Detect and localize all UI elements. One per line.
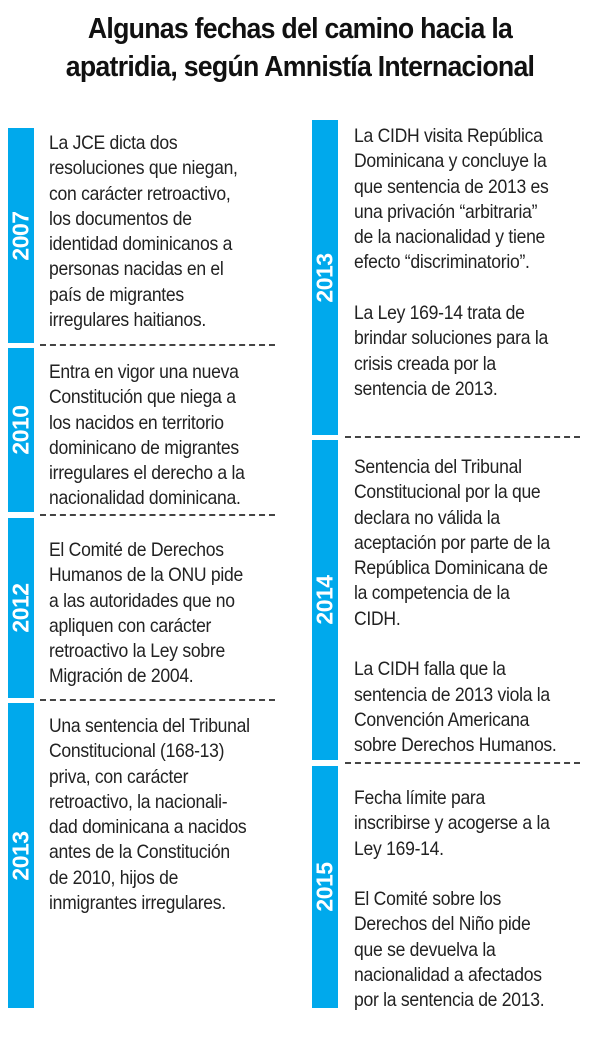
text-line: aceptación por parte de la	[354, 531, 550, 554]
text-line: efecto “discriminatorio”.	[354, 251, 530, 274]
event-description	[354, 455, 557, 784]
text-line: país de migrantes	[49, 283, 184, 306]
text-line: brindar soluciones para la	[354, 327, 548, 350]
text-line: nacionalidad dominicana.	[49, 487, 241, 510]
text-line: priva, con carácter	[49, 765, 189, 788]
text-line: Convención Americana	[354, 708, 530, 731]
text-line: La JCE dicta dos	[49, 132, 178, 154]
dashed-divider	[345, 762, 580, 764]
text-line: una privación “arbitraria”	[354, 200, 538, 223]
text-line: irregulares haitianos.	[49, 309, 206, 332]
text-line: con carácter retroactivo,	[49, 182, 231, 205]
event-paragraph	[354, 124, 549, 276]
event-paragraph	[354, 657, 557, 758]
event-paragraph	[354, 887, 550, 1013]
year-label: 2015	[311, 862, 338, 912]
text-line: Derechos del Niño pide	[354, 913, 531, 936]
text-line: apliquen con carácter	[49, 614, 212, 637]
dashed-divider	[345, 436, 580, 438]
text-line: CIDH.	[354, 607, 401, 630]
text-line: La CIDH visita República	[354, 125, 543, 147]
event-description	[49, 131, 238, 359]
event-paragraph	[354, 455, 557, 632]
year-bar-2014	[312, 440, 338, 760]
text-line: dominicano de migrantes	[49, 436, 239, 459]
text-line: inmigrantes irregulares.	[49, 892, 226, 915]
text-line: por la sentencia de 2013.	[354, 989, 545, 1012]
year-label: 2013	[311, 252, 338, 303]
event-paragraph	[49, 360, 245, 512]
year-label: 2013	[7, 830, 34, 881]
event-paragraph	[49, 714, 250, 916]
text-line: Ley 169-14.	[354, 837, 444, 860]
text-line: Constitucional por la que	[354, 481, 541, 504]
year-bar-2013	[312, 120, 338, 435]
text-line: nacionalidad a afectados	[354, 964, 542, 987]
event-description	[354, 786, 550, 1039]
text-line: antes de la Constitución	[49, 841, 230, 864]
event-paragraph	[354, 301, 549, 402]
year-label: 2010	[7, 405, 34, 455]
year-label: 2012	[7, 583, 34, 633]
text-line: identidad dominicanos a	[49, 233, 233, 256]
dashed-divider	[40, 344, 275, 346]
year-bar-2007	[8, 128, 34, 343]
text-line: declara no válida la	[354, 506, 500, 529]
event-paragraph	[49, 538, 243, 690]
event-description	[354, 124, 549, 428]
text-line: de la nacionalidad y tiene	[354, 226, 546, 249]
text-line: La Ley 169-14 trata de	[354, 302, 525, 325]
text-line: Constitución que niega a	[49, 386, 236, 409]
event-paragraph	[49, 131, 238, 333]
year-bar-2010	[8, 348, 34, 512]
text-line: República Dominicana de	[354, 557, 548, 580]
text-line: resoluciones que niegan,	[49, 157, 238, 180]
text-line: de 2010, hijos de	[49, 866, 179, 889]
text-line: a las autoridades que no	[49, 589, 235, 612]
event-description	[49, 538, 243, 715]
text-line: los documentos de	[49, 207, 192, 230]
text-line: Fecha límite para	[354, 787, 486, 809]
text-line: retroactivo, la nacionali-	[49, 790, 228, 813]
text-line: que sentencia de 2013 es	[354, 175, 549, 198]
year-label: 2014	[311, 575, 338, 625]
page-title: Algunas fechas del camino hacia la apatridia, según Amnistía Internacional	[65, 13, 535, 83]
text-line: sentencia de 2013.	[354, 377, 498, 400]
event-paragraph	[354, 786, 550, 862]
event-description	[49, 360, 245, 537]
text-line: El Comité sobre los	[354, 888, 502, 911]
text-line: crisis creada por la	[354, 352, 496, 375]
text-line: sobre Derechos Humanos.	[354, 734, 557, 757]
year-bar-2013	[8, 703, 34, 1008]
text-line: inscribirse y acogerse a la	[354, 812, 550, 835]
text-line: retroactivo la Ley sobre	[49, 640, 225, 663]
text-line: irregulares el derecho a la	[49, 462, 245, 485]
text-line: los nacidos en territorio	[49, 411, 224, 434]
text-line: dad dominicana a nacidos	[49, 816, 247, 839]
text-line: personas nacidas en el	[49, 258, 224, 281]
text-line: El Comité de Derechos	[49, 539, 224, 561]
year-bar-2015	[312, 766, 338, 1008]
text-line: Constitucional (168-13)	[49, 740, 225, 763]
text-line: La CIDH falla que la	[354, 658, 506, 681]
year-label: 2007	[7, 210, 34, 261]
text-line: Entra en vigor una nueva	[49, 361, 239, 383]
event-description	[49, 714, 250, 942]
year-bar-2012	[8, 518, 34, 698]
text-line: Una sentencia del Tribunal	[49, 715, 250, 737]
text-line: que se devuelva la	[354, 938, 496, 961]
dashed-divider	[40, 514, 275, 516]
text-line: Sentencia del Tribunal	[354, 456, 522, 478]
text-line: Dominicana y concluye la	[354, 150, 547, 173]
text-line: Humanos de la ONU pide	[49, 564, 244, 587]
text-line: la competencia de la	[354, 582, 510, 605]
dashed-divider	[40, 699, 275, 701]
text-line: Migración de 2004.	[49, 665, 194, 688]
text-line: sentencia de 2013 viola la	[354, 683, 550, 706]
